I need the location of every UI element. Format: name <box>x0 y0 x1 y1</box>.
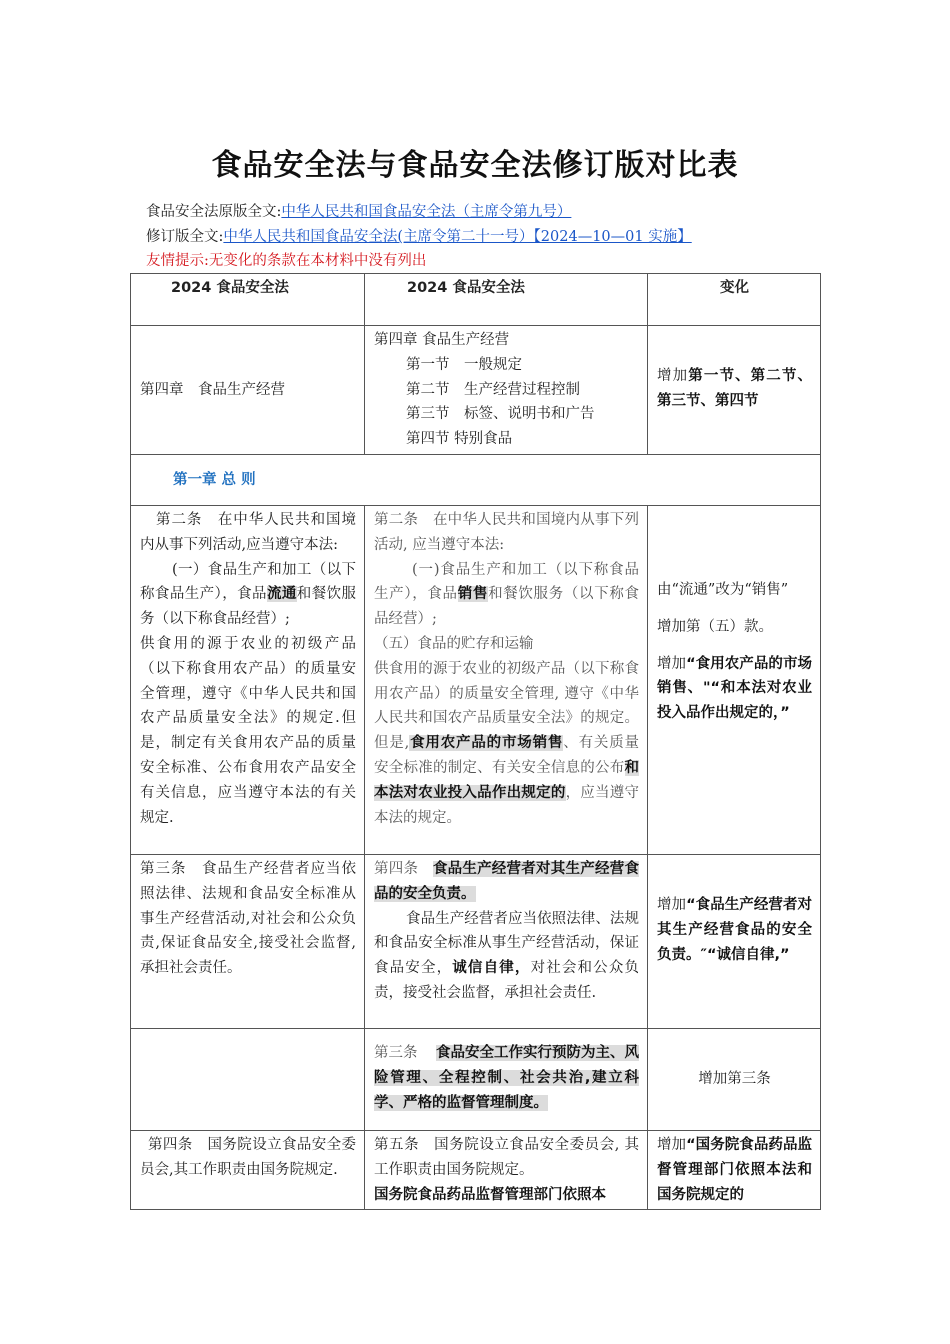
row3-mid-bold: 诚信自律， <box>452 960 531 977</box>
change-text: 增加 <box>657 368 689 384</box>
row5-change <box>648 1130 821 1209</box>
revised-source-line <box>146 226 692 248</box>
row1-line: 第三节 标签、说明书和广告 <box>406 406 595 423</box>
header-revised: 2024 食品安全法 <box>365 274 648 326</box>
row2-revised <box>365 505 648 854</box>
row4-mid-highlight: 食品安全工作实行预防为主、风险管理、全程控制、社会共治,建立科学、严格的监督管理制度。 <box>374 1044 640 1111</box>
row2-left-text: 和餐饮服务（以下称食品经营）; <box>140 586 357 628</box>
row3-change <box>648 854 821 1028</box>
row2-left-text: (一）食品生产和加工（以下称食品生产），食品 <box>140 561 356 603</box>
row5-revised <box>365 1130 648 1209</box>
change-bold-text: “食用农产品的市场销售、"“和本法对农业投入品作出规定的，” <box>657 655 812 722</box>
header-change: 变化 <box>648 274 821 326</box>
revised-label: 修订版全文: <box>146 229 224 245</box>
header-original: 2024 食品安全法 <box>131 274 365 326</box>
row4-revised <box>365 1028 648 1130</box>
change-bold-text: “国务院食品药品监督管理部门依照本法和国务院规定的 <box>657 1136 812 1203</box>
tip-note: 友情提示:无变化的条款在本材料中没有列出 <box>146 253 427 269</box>
table-header-row <box>131 274 821 326</box>
row2-mid-text: ，应当遵守本法的规定。 <box>374 784 640 826</box>
change-text: 增加 <box>657 1136 687 1153</box>
row4-original <box>131 1028 365 1130</box>
row3-revised <box>365 854 648 1028</box>
row5-mid-para: 第五条 国务院设立食品安全委员会, 其工作职责由国务院规定。 <box>374 1136 639 1178</box>
row2-change-para: 增加第（五）款。 <box>657 618 773 635</box>
row2-mid-highlight: 销售 <box>457 586 489 603</box>
page-title: 食品安全法与食品安全法修订版对比表 <box>211 148 739 183</box>
row2-mid-highlight: 和本法对农业投入品作出规定的 <box>374 759 639 801</box>
row3-mid-para <box>374 857 639 907</box>
row2-mid-text: 和餐饮服务（以下称食品经营）; <box>374 586 640 628</box>
chapter-title <box>131 454 821 505</box>
row4-article-number: 第三条 <box>374 1044 418 1061</box>
row2-mid-para <box>374 657 639 831</box>
row2-change-para: 由“流通”改为“销售” <box>657 581 789 598</box>
change-text: 增加 <box>657 896 687 913</box>
row2-mid-text: (一)食品生产和加工（以下称食品生产），食品 <box>374 561 639 603</box>
row3-mid-text: 对社会和公众负责，接受社会监督，承担社会责任. <box>374 960 639 1001</box>
row3-mid-text: 食品生产经营者应当依照法律、法规和食品安全标准从事生产经营活动，保证食品安全， <box>374 910 639 977</box>
row2-left-para: 第二条 在中华人民共和国境内从事下列活动,应当遵守本法: <box>140 511 356 553</box>
row1-original: 第四章 食品生产经营 <box>131 326 365 455</box>
row5-mid-bold: 国务院食品药品监督管理部门依照本 <box>374 1186 606 1203</box>
chapter-row <box>131 454 821 505</box>
table-row <box>131 326 821 455</box>
original-law-link[interactable]: 中华人民共和国食品安全法（主席令第九号） <box>281 204 572 220</box>
row1-change <box>648 326 821 455</box>
row1-line: 第一节 一般规定 <box>406 356 522 373</box>
comparison-table <box>130 273 821 1210</box>
row2-mid-para <box>374 558 639 632</box>
row2-original <box>131 505 365 854</box>
original-source-line <box>146 201 571 223</box>
row3-original <box>131 854 365 1028</box>
row3-article-number: 第四条 <box>374 860 419 877</box>
original-label: 食品安全法原版全文: <box>146 204 282 220</box>
row2-mid-text: 供食用的源于农业的初级产品（以下称食用农产品）的质量安全管理, 遵守《中华人民共和国农产品质量安全法》的规定。但是, <box>374 660 639 752</box>
row1-line: 第二节 生产经营过程控制 <box>406 381 580 398</box>
row2-mid-para: （五）食品的贮存和运输 <box>374 635 534 652</box>
row1-line: 第四节 特别食品 <box>406 431 513 448</box>
revised-law-link[interactable]: 中华人民共和国食品安全法(主席令第二十一号）【2024—10—01 实施】 <box>223 229 692 245</box>
row1-revised <box>365 326 648 455</box>
table-row <box>131 1028 821 1130</box>
row2-mid-para: 第二条 在中华人民共和国境内从事下列活动, 应当遵守本法: <box>374 511 639 553</box>
row3-left-para: 第三条 食品生产经营者应当依照法律、法规和食品安全标准从事生产经营活动,对社会和公众负责,保证食品安全,接受社会监督,承担社会责任。 <box>140 860 356 977</box>
change-bold-text: 第一节、第二节、第三节、第四节 <box>657 368 813 409</box>
table-row <box>131 505 821 854</box>
row2-mid-highlight: 食用农产品的市场销售 <box>409 735 564 752</box>
row4-change: 增加第三条 <box>648 1028 821 1130</box>
row3-mid-para <box>374 907 639 1006</box>
row5-original <box>131 1130 365 1209</box>
row2-left-para: 供食用的源于农业的初级产品（以下称食用农产品）的质量安全管理，遵守《中华人民共和国农产品质量安全法》的规定.但是，制定有关食用农产品的质量安全标准、公布食用农产品安全有关信息，应当遵守本法的有关规定. <box>140 635 356 826</box>
row5-left-para: 第四条 国务院设立食品安全委员会,其工作职责由国务院规定. <box>140 1136 356 1178</box>
change-bold-text: “食品生产经营者对其生产经营食品的安全负责。″“诚信自律,” <box>657 896 812 963</box>
row2-left-para <box>140 558 356 632</box>
row3-mid-highlight: 食品生产经营者对其生产经营食品的安全负责。 <box>374 860 640 902</box>
table-row <box>131 1130 821 1209</box>
row2-change-para <box>657 652 812 726</box>
chapter-label: 第一章 总 则 <box>173 471 256 488</box>
row1-line: 第四章 食品生产经营 <box>374 332 510 348</box>
row2-change <box>648 505 821 854</box>
row2-mid-text: 、有关质量安全标准的制定、有关安全信息的公布 <box>374 735 640 776</box>
change-text: 增加 <box>657 655 687 672</box>
table-row <box>131 854 821 1028</box>
row2-left-highlight: 流通 <box>266 586 297 603</box>
